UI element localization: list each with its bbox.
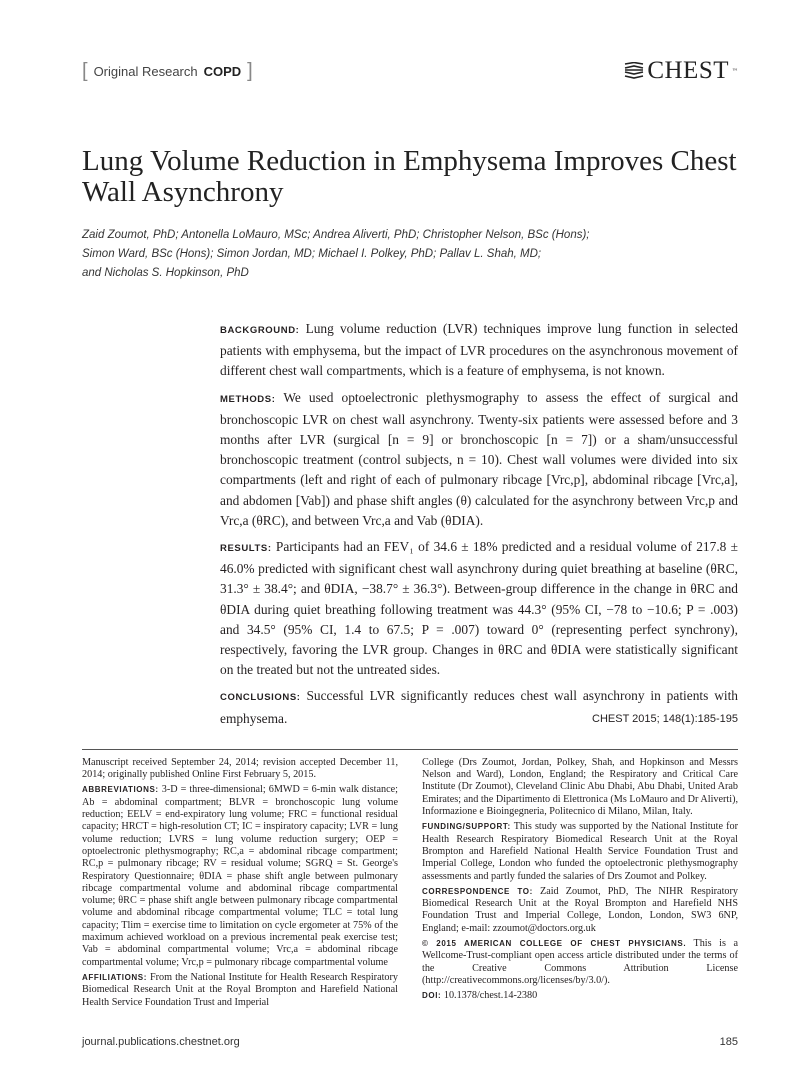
- page-number: 185: [719, 1035, 738, 1048]
- right-footnote-column: [422, 757, 738, 1012]
- abstract-background: BACKGROUND: Lung volume reduction (LVR) techniques improve lung function in selected patients with emphysema, but the impact of LVR procedures on the asynchronous movement of different chest wall compartments, which is a feature of emphysema, is not known.: [220, 321, 738, 379]
- affiliations: AFFILIATIONS: From the National Institute for Health Research Respiratory Biomedical Research Unit at the Royal Brompton and Harefield National Health Service Foundation Trust and Imperial: [82, 971, 398, 1008]
- left-footnote-column: [82, 757, 398, 1012]
- page-footer: [82, 1036, 738, 1048]
- chest-logo-text: CHEST: [647, 57, 729, 84]
- abstract: [220, 319, 738, 735]
- footnote-columns: [82, 757, 738, 1012]
- chest-logo: CHEST ™: [624, 57, 738, 85]
- abstract-results: RESULTS: Participants had an FEV₁ of 34.6 ± 18% predicted and a residual volume of 217.8 ± 46.0% predicted with significant chest wall asynchrony during quiet breathing at baseline (θRC, 31.3° ± 38.4°; and θDIA, −38.7° ± 36.3°). Between-group difference in the change in θRC and θDIA during quiet breathing following treatment was 44.3° (95% CI, −78 to −10.6; P = .003) and 34.5° (95% CI, 1.4 to 67.5; P = .007) toward 0° (representing perfect synchrony), respectively, favoring the LVR group. Changes in θRC and θDIA were statistically significant on the treated but not the untreated sides.: [220, 539, 738, 678]
- footer-url[interactable]: journal.publications.chestnet.org: [82, 1035, 240, 1048]
- page-header: [82, 53, 738, 89]
- bracket-left: [: [82, 59, 88, 82]
- bracket-right: ]: [247, 59, 253, 82]
- abstract-methods: METHODS: We used optoelectronic plethysmography to assess the effect of surgical and bronchoscopic LVR on chest wall asynchrony. Twenty-six patients were assessed before and 3 months after LVR (surgical [n = 9] or bronchoscopic [n = 7]) or a sham/unsuccessful bronchoscopic treatment (control subjects, n = 10). Chest wall volumes were divided into six compartments (left and right of each of pulmonary ribcage [Vrc,p], abdominal ribcage [Vrc,a], and abdomen [Vab]) and phase shift angles (θ) calculated for the asynchrony between Vrc,p and Vrc,a (θRC), and between Vrc,a and Vab (θDIA).: [220, 389, 739, 528]
- funding: FUNDING/SUPPORT: This study was supported by the National Institute for Health Research Respiratory Biomedical Research Unit at the Royal Brompton and Harefield National Health Service Foundation Trust and Imperial College, London who funded the optoelectronic plethysmography assessments and partly funded the salaries of Drs Zoumot and Polkey.: [422, 821, 738, 882]
- author-line: Zaid Zoumot, PhD; Antonella LoMauro, MSc; Andrea Aliverti, PhD; Christopher Nelson, BSc (Hons);: [82, 229, 590, 241]
- article-title: Lung Volume Reduction in Emphysema Improves Chest Wall Asynchrony: [82, 145, 737, 208]
- doi: DOI: 10.1378/chest.14-2380: [422, 990, 538, 1002]
- correspondence: CORRESPONDENCE TO: Zaid Zoumot, PhD, The NIHR Respiratory Biomedical Research Unit at the Royal Brompton and Harefield NHS Foundation Trust and Imperial College, London, London, SW3 6NP, England; e-mail: zzoumot@doctors.org.uk: [422, 885, 738, 934]
- abstract-conclusions: CONCLUSIONS: Successful LVR significantly reduces chest wall asynchrony in patients with emphysema. CHEST 2015; 148(1):185-195: [220, 686, 738, 728]
- affiliations-cont: College (Drs Zoumot, Jordan, Polkey, Shah, and Hopkinson and Messrs Nelson and Ward), London, England; the Respiratory and Critical Care Institute (Dr Zoumot), Cleveland Clinic Abu Dhabi, Abu Dhabi, United Arab Emirates; and the Dipartimento di Elettronica (Ms LoMauro and Dr Aliverti), Informazione e Bioingegneria, Politecnico di Milano, Milan, Italy.: [422, 756, 739, 818]
- citation: CHEST 2015; 148(1):185-195: [592, 712, 738, 725]
- chest-logo-icon: [624, 62, 644, 80]
- section-header: [82, 60, 253, 83]
- divider: [82, 749, 738, 750]
- topic-label: COPD: [203, 63, 242, 79]
- manuscript-dates: Manuscript received September 24, 2014; revision accepted December 11, 2014; originally published Online First February 5, 2015.: [82, 756, 398, 781]
- section-label: Original Research: [93, 63, 198, 79]
- author-line: Simon Ward, BSc (Hons); Simon Jordan, MD; Michael I. Polkey, PhD; Pallav L. Shah, MD;: [82, 248, 542, 260]
- author-line: and Nicholas S. Hopkinson, PhD: [82, 267, 249, 279]
- copyright: © 2015 AMERICAN COLLEGE OF CHEST PHYSICIANS. This is a Wellcome-Trust-compliant open access article distributed under the terms of the Creative Commons Attribution License (http://creativecommons.org/licenses/by/3.0/).: [422, 938, 738, 986]
- abbreviations: ABBREVIATIONS: 3-D = three-dimensional; 6MWD = 6-min walk distance; Ab = abdominal compartment; BLVR = bronchoscopic lung volume reduction; EELV = end-expiratory lung volume; FRC = functional residual capacity; HRCT = high-resolution CT; IC = inspiratory capacity; LVR = lung volume reduction; LVRS = lung volume reduction surgery; OEP = optoelectronic plethysmography; RC,a = abdominal ribcage compartment; RC,p = pulmonary ribcage; RV = residual volume; SGRQ = St. George's Respiratory Questionnaire; θDIA = phase shift angle between pulmonary ribcage compartmental volume and abdominal ribcage compartmental volume; θRC = phase shift angle between pulmonary ribcage compartmental volume and abdominal ribcage compartmental volume; TLC = total lung capacity; Tlim = exercise time to limitation on cycle ergometer at 75% of the maximum achieved workload on a previous incremental peak exercise test; Vab = abdominal compartmental volume; Vrc,a = abdominal ribcage compartmental volume; Vrc,p = pulmonary ribcage compartmental volume: [82, 784, 399, 968]
- author-list: [82, 226, 722, 283]
